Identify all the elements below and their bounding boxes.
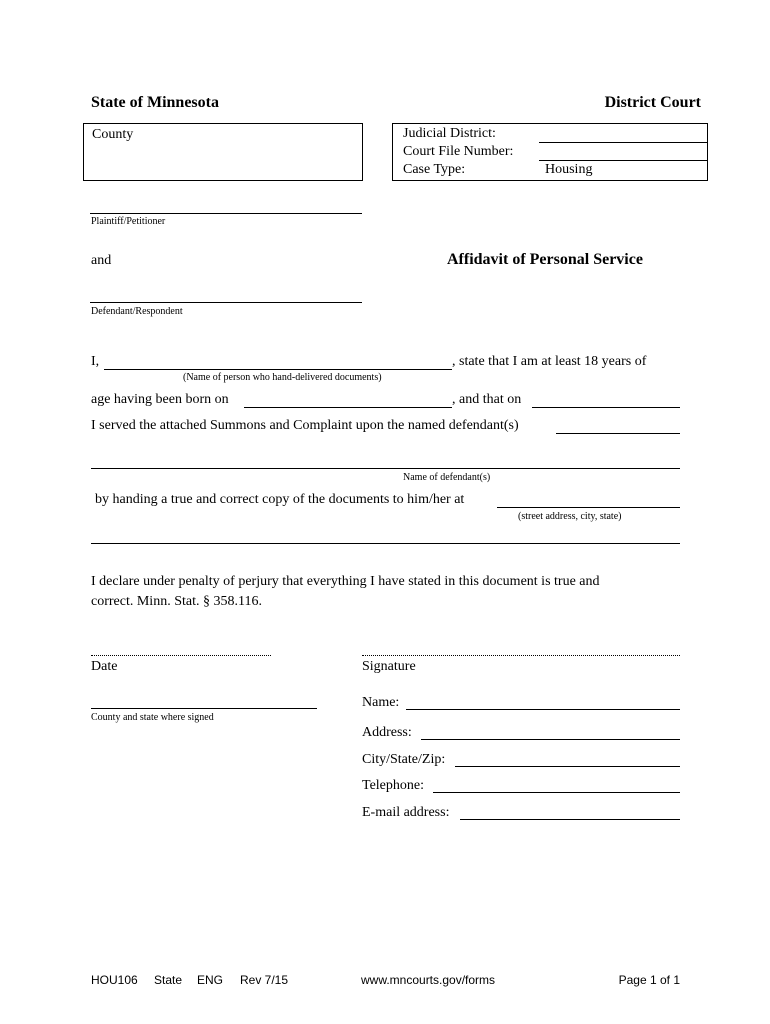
case-type-value: Housing [545,162,593,177]
address-caption: (street address, city, state) [518,511,622,522]
telephone-label: Telephone: [362,778,424,793]
line1-suffix: , state that I am at least 18 years of [452,354,647,369]
defendant-line[interactable] [90,302,362,303]
line1-prefix: I, [91,354,100,369]
plaintiff-label: Plaintiff/Petitioner [91,216,166,227]
county-label: County [92,127,134,142]
server-name-caption: (Name of person who hand-delivered documents) [183,372,382,383]
footer-language: ENG [197,973,224,987]
state-heading: State of Minnesota [91,94,219,111]
city-state-zip-label: City/State/Zip: [362,752,446,767]
judicial-district-label: Judicial District: [403,126,496,141]
service-address-line-2[interactable] [91,543,680,544]
line3-text: I served the attached Summons and Complaint upon the named defendant(s) [91,418,519,433]
case-type-label: Case Type: [403,162,466,177]
defendant-name-line-2[interactable] [91,468,680,469]
footer-website[interactable]: www.mncourts.gov/forms [361,973,496,987]
date-label: Date [91,659,118,674]
line4-text: by handing a true and correct copy of the documents to him/her at [95,492,465,507]
footer-revision: Rev 7/15 [240,973,289,987]
city-state-zip-line[interactable] [455,766,680,767]
plaintiff-line[interactable] [90,213,362,214]
declaration-line-2: correct. Minn. Stat. § 358.116. [91,594,262,609]
service-address-line-1[interactable] [497,507,680,508]
court-heading: District Court [604,94,701,111]
court-file-number-line[interactable] [539,160,708,161]
footer-form-code: HOU106 [91,973,138,987]
telephone-line[interactable] [433,792,680,793]
county-box [83,123,363,181]
form-title: Affidavit of Personal Service [447,251,643,268]
signature-line[interactable] [362,655,680,656]
email-label: E-mail address: [362,805,450,820]
line2-middle: , and that on [452,392,522,407]
and-text: and [91,253,112,268]
case-info-box [392,123,708,181]
footer-jurisdiction: State [154,973,183,987]
birth-date-line[interactable] [244,407,452,408]
name-line[interactable] [406,709,680,710]
judicial-district-line[interactable] [539,142,708,143]
defendant-name-caption: Name of defendant(s) [403,472,491,483]
address-label: Address: [362,725,412,740]
county-state-line[interactable] [91,708,317,709]
court-file-number-label: Court File Number: [403,144,514,159]
defendant-label: Defendant/Respondent [91,306,183,317]
address-line[interactable] [421,739,680,740]
declaration-line-1: I declare under penalty of perjury that everything I have stated in this document is true and [91,574,600,589]
email-line[interactable] [460,819,680,820]
line2-prefix: age having been born on [91,392,229,407]
defendant-name-line-1[interactable] [556,433,680,434]
date-line[interactable] [91,655,271,656]
footer-page-number: Page 1 of 1 [618,973,680,987]
name-label: Name: [362,695,400,710]
signature-label: Signature [362,659,416,674]
server-name-line[interactable] [104,369,452,370]
service-date-line[interactable] [532,407,680,408]
county-state-label: County and state where signed [91,712,214,723]
